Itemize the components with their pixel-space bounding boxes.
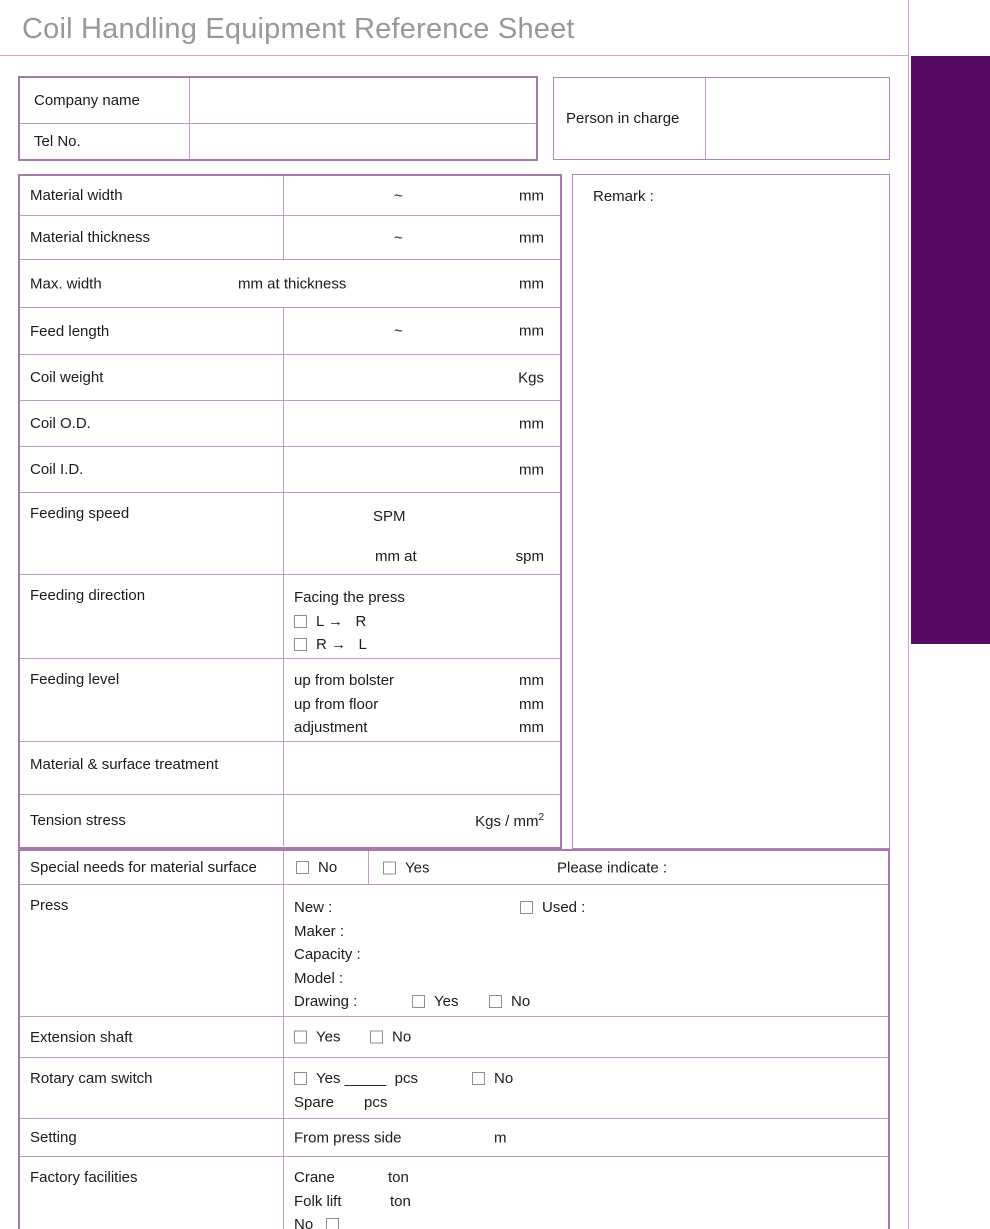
row-material-thickness [20,215,560,259]
press-capacity-label: Capacity : [294,946,361,963]
row-material-surface-treatment [20,741,560,794]
rotary-cam-label: Rotary cam switch [20,1058,284,1118]
rotary-no-label: No [494,1070,514,1087]
row-setting [20,1118,888,1156]
drawing-yes-option [412,990,458,1014]
press-used-label: Used : [542,899,586,916]
feeding-speed-label: Feeding speed [20,493,284,574]
from-press-side-label: From press side [294,1129,402,1146]
press-used-option [520,896,585,920]
up-from-bolster-line [284,669,560,693]
crane-label: Crane [294,1169,335,1186]
row-special-needs [20,851,888,884]
press-model-line[interactable] [284,967,888,991]
unit-ton: ton [388,1169,409,1186]
unit-mm: mm [519,719,544,736]
feed-length-label: Feed length [20,308,284,354]
row-coil-weight [20,354,560,400]
setting-label: Setting [20,1119,284,1156]
up-from-floor-line [284,693,560,717]
spec-table [18,174,562,849]
purple-side-band [911,56,990,644]
material-width-label: Material width [20,176,284,215]
press-drawing-label: Drawing : [294,993,358,1010]
feeding-direction-label: Feeding direction [20,575,284,658]
facing-the-press-text: Facing the press [294,589,405,606]
page-margin-line [908,0,909,1229]
extension-no-label: No [392,1028,412,1046]
special-needs-yes-label: Yes [405,859,430,876]
range-tilde: ~ [394,322,403,340]
row-rotary-cam-switch [20,1057,888,1118]
row-feeding-speed [20,492,560,574]
rotary-yes-line [284,1067,888,1091]
tel-row [20,123,536,159]
extension-shaft-options [284,1017,888,1057]
extension-yes-checkbox[interactable] [294,1031,307,1044]
extension-no-option [370,1029,411,1046]
person-row [554,78,889,159]
special-needs-no-label: No [318,859,338,876]
person-in-charge-input[interactable] [706,78,889,159]
rotary-no-option [472,1067,513,1091]
setting-input[interactable] [284,1119,888,1156]
factory-no-line [284,1213,888,1229]
press-label: Press [20,885,284,1016]
extension-yes-option [294,1029,340,1046]
feeding-level-label: Feeding level [20,659,284,741]
row-max-width [20,259,560,307]
up-from-bolster-label: up from bolster [294,672,395,689]
factory-no-checkbox[interactable] [326,1218,339,1229]
feeding-speed-mm-at: mm at [375,548,417,565]
special-needs-yes-area [369,851,888,884]
unit-mm: mm [519,187,544,204]
press-used-checkbox[interactable] [520,901,533,914]
extension-yes-label: Yes [316,1028,341,1046]
row-coil-id [20,446,560,492]
row-feeding-direction [20,574,560,658]
rotary-no-checkbox[interactable] [472,1072,485,1085]
unit-kgs: Kgs [518,369,544,386]
company-name-label: Company name [20,78,190,123]
unit-mm: mm [519,695,544,713]
folk-lift-label: Folk lift [294,1192,342,1210]
extension-shaft-label: Extension shaft [20,1017,284,1057]
company-table [18,76,538,161]
rotary-yes-label: Yes _____ pcs [316,1070,419,1087]
feeding-direction-options [284,575,560,658]
coil-weight-label: Coil weight [20,355,284,400]
rotary-spare-line [284,1091,888,1115]
material-thickness-label: Material thickness [20,216,284,259]
row-tension-stress [20,794,560,846]
title-underline [0,55,908,56]
feed-length-input[interactable] [284,308,560,354]
range-tilde: ~ [394,229,403,246]
row-extension-shaft [20,1016,888,1057]
press-maker-label: Maker : [294,922,345,940]
special-needs-label: Special needs for material surface [20,851,284,884]
crane-line[interactable] [284,1166,888,1190]
folk-lift-line[interactable] [284,1190,888,1214]
coil-weight-input[interactable] [284,355,560,400]
max-width-mid-text: mm at thickness [238,275,347,292]
rotary-cam-options [284,1058,888,1118]
max-width-label: Max. width [30,275,102,292]
range-tilde: ~ [394,187,403,204]
coil-id-label: Coil I.D. [20,447,284,492]
row-feed-length [20,307,560,354]
tension-stress-label: Tension stress [20,795,284,846]
feeding-speed-input[interactable] [284,493,560,574]
coil-od-input[interactable] [284,401,560,446]
option-right-to-left [284,633,560,657]
unit-mm: mm [519,229,544,246]
press-maker-line[interactable] [284,920,888,944]
press-new-label: New : [294,899,333,916]
unit-ton: ton [390,1192,411,1210]
drawing-no-checkbox[interactable] [489,995,502,1008]
person-table [553,77,890,160]
max-width-input[interactable] [20,260,560,307]
unit-mm: mm [519,672,544,689]
row-coil-od [20,400,560,446]
tel-no-input[interactable] [190,124,536,159]
unit-spm: spm [515,548,544,565]
tel-no-label: Tel No. [20,124,190,159]
l-to-r-checkbox[interactable] [294,615,307,628]
row-material-width [20,176,560,215]
please-indicate-label: Please indicate : [557,859,668,876]
drawing-yes-checkbox[interactable] [412,995,425,1008]
factory-facilities-inputs [284,1157,888,1229]
drawing-no-option [489,990,530,1014]
unit-mm: mm [519,415,544,432]
remark-label: Remark : [593,188,654,205]
up-from-floor-label: up from floor [294,695,379,713]
rotary-spare-unit: pcs [364,1093,388,1111]
feeding-level-inputs[interactable] [284,659,560,741]
row-factory-facilities [20,1156,888,1229]
page-title: Coil Handling Equipment Reference Sheet [22,13,575,45]
press-details [284,885,888,1016]
material-thickness-input[interactable] [284,216,560,259]
material-surface-input[interactable] [284,742,560,794]
factory-no-label: No [294,1216,314,1229]
remark-box[interactable] [572,174,890,849]
press-capacity-line[interactable] [284,943,888,967]
l-to-r-label: L → R [316,612,367,630]
material-surface-label: Material & surface treatment [20,742,284,794]
person-in-charge-label: Person in charge [554,78,706,159]
press-drawing-line [284,990,888,1014]
special-needs-no-option [284,851,369,884]
feeding-speed-spm: SPM [373,508,406,525]
company-name-input[interactable] [190,78,536,123]
company-row [20,78,536,123]
drawing-yes-label: Yes [434,993,459,1010]
row-press [20,884,888,1016]
factory-facilities-label: Factory facilities [20,1157,284,1229]
option-left-to-right [284,610,560,634]
unit-kgs-per-mm2: Kgs / $mm^2$ [475,811,544,830]
press-model-label: Model : [294,969,344,987]
unit-mm: mm [519,461,544,478]
coil-od-label: Coil O.D. [20,401,284,446]
special-needs-yes-checkbox[interactable] [383,861,396,874]
press-new-line [284,896,888,920]
unit-mm: mm [519,275,544,292]
r-to-l-label: R → L [316,636,367,653]
rotary-spare-label: Spare [294,1093,335,1111]
special-needs-no-checkbox[interactable] [296,861,309,874]
drawing-no-label: No [511,993,531,1010]
lower-table [18,849,890,1229]
extension-no-checkbox[interactable] [370,1031,383,1044]
tension-stress-input[interactable] [284,795,560,846]
material-width-input[interactable] [284,176,560,215]
unit-mm: mm [519,322,544,340]
adjustment-line [284,716,560,740]
adjustment-label: adjustment [294,719,368,736]
rotary-yes-checkbox[interactable] [294,1072,307,1085]
r-to-l-checkbox[interactable] [294,638,307,651]
coil-id-input[interactable] [284,447,560,492]
special-needs-yes-option [383,859,429,876]
unit-m: m [494,1129,507,1146]
row-feeding-level [20,658,560,741]
